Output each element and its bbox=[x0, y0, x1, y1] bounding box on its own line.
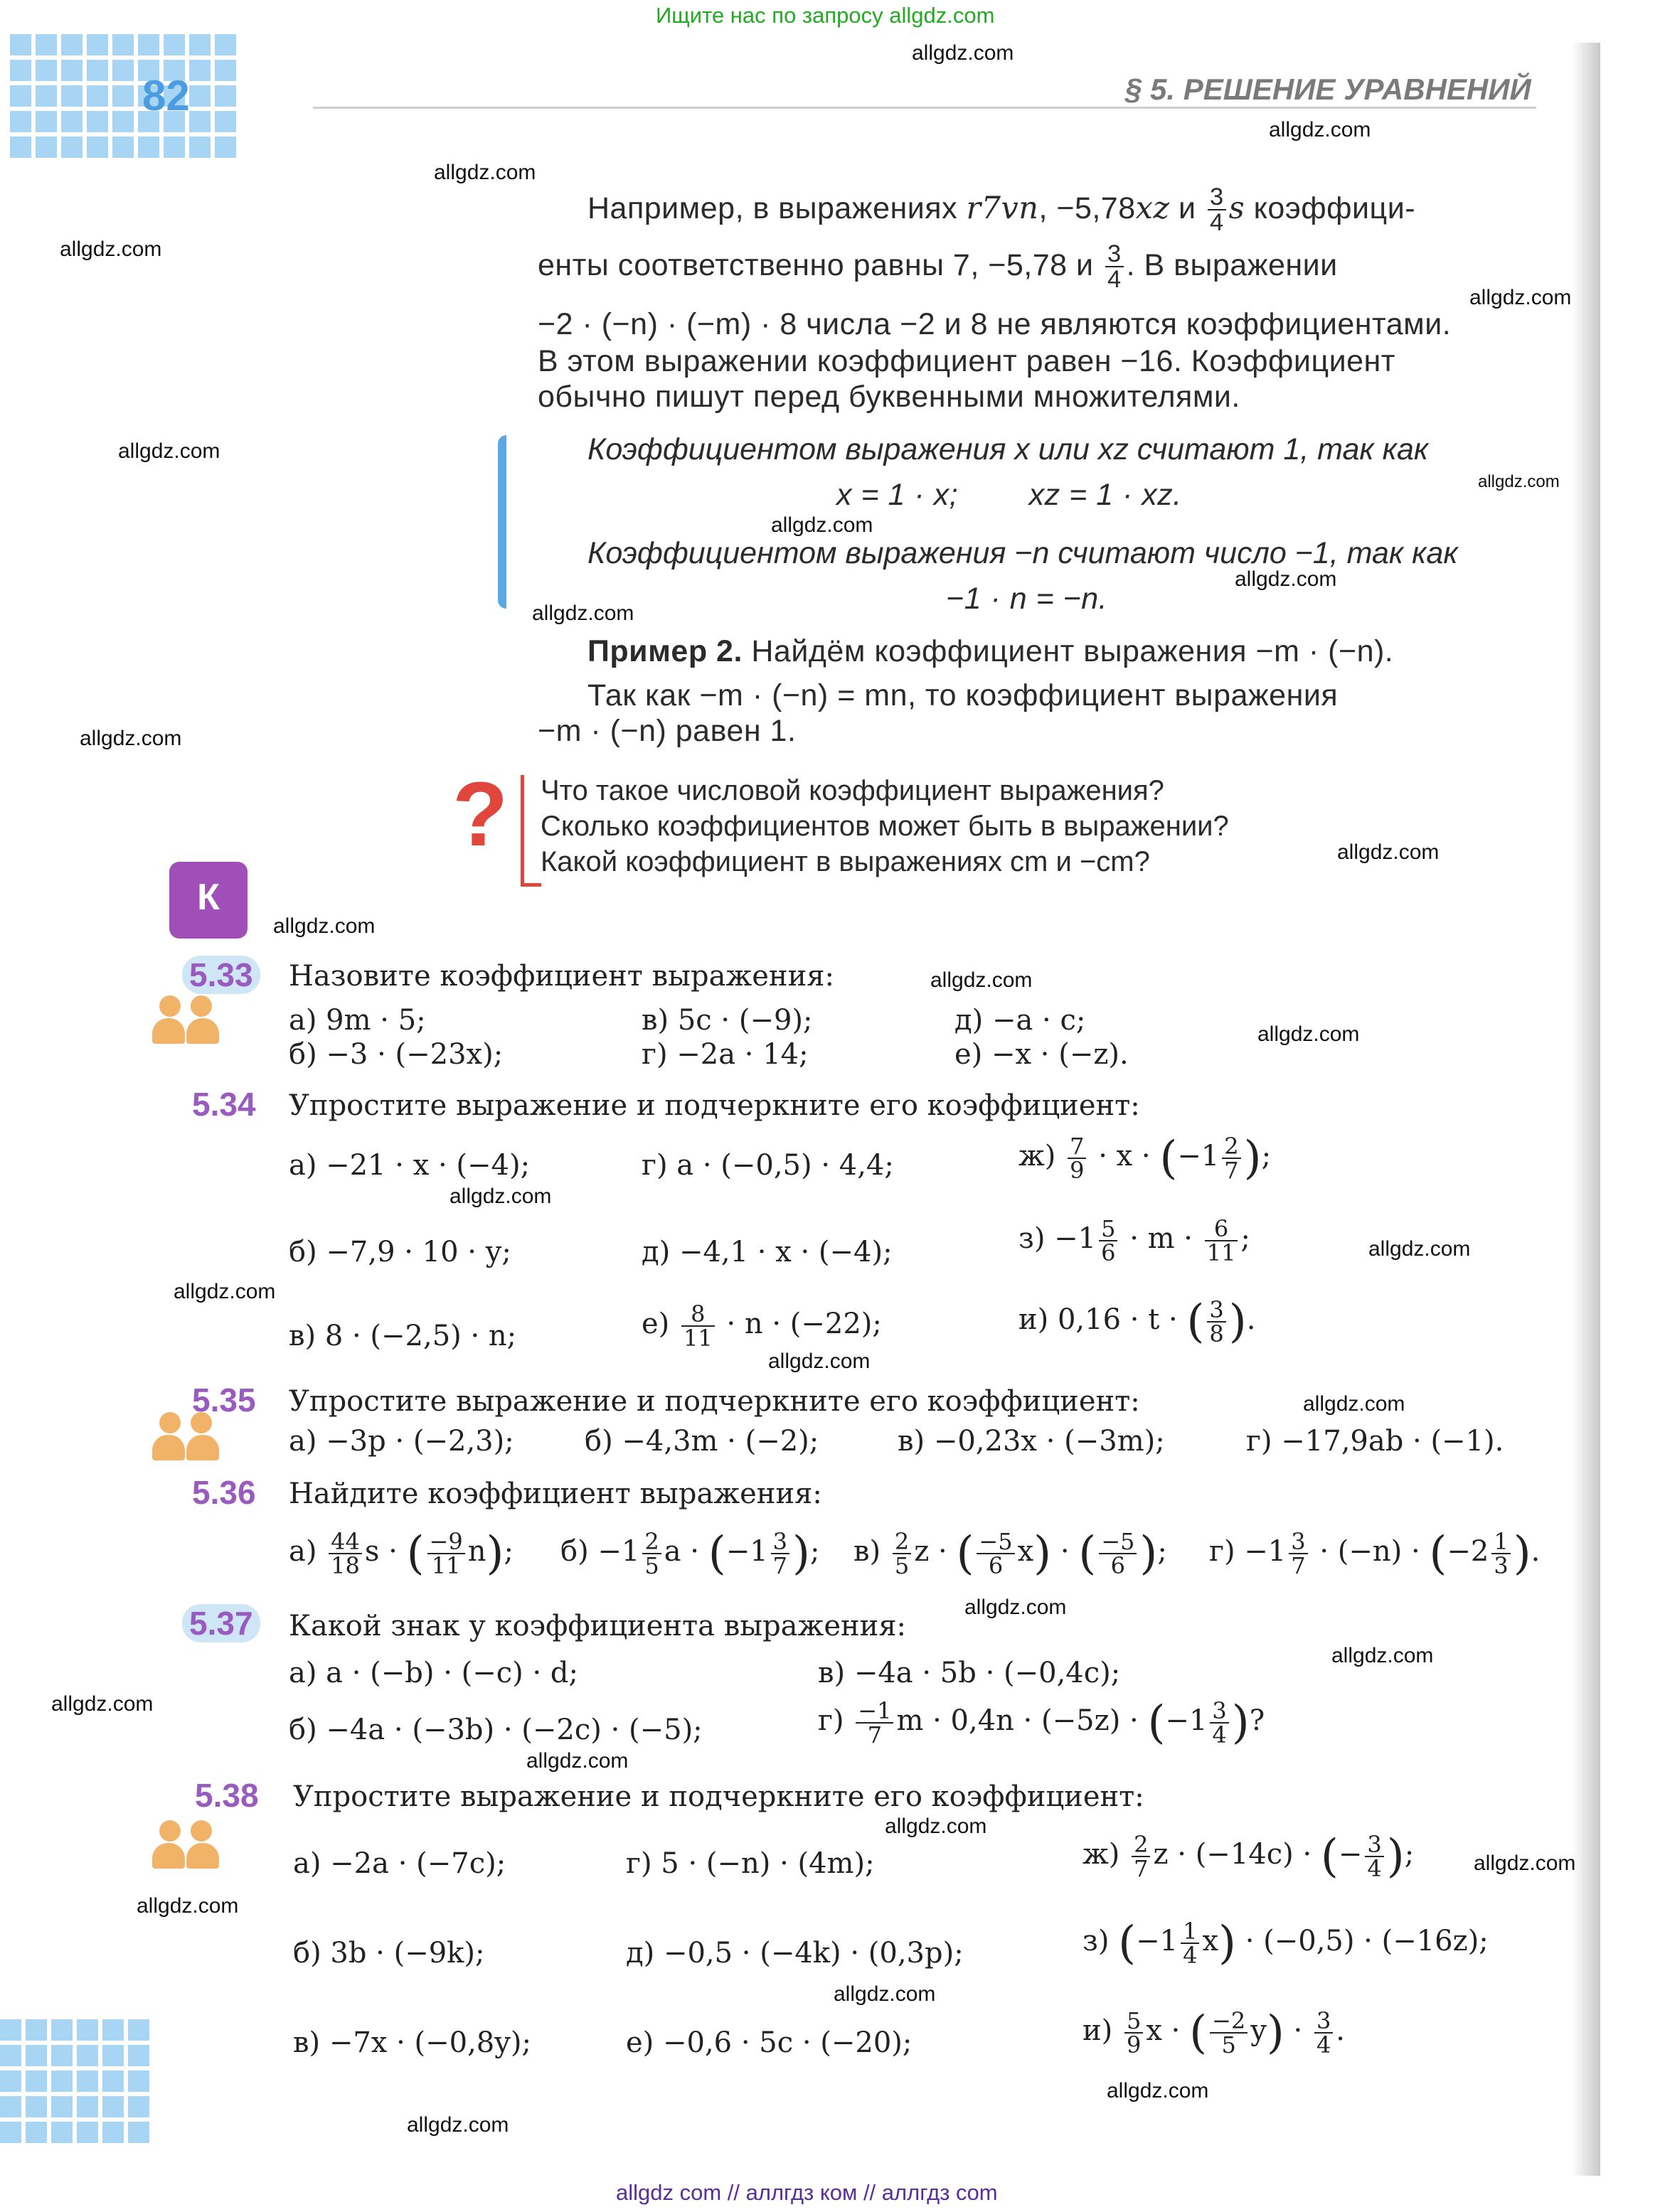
exercise-5-38-z: з) (−1 $\frac{1}{4}$ x) · (−0,5) · (−16z); bbox=[1082, 1917, 1489, 1970]
fraction: $\frac{3}{4}$ bbox=[1105, 242, 1124, 292]
exercise-5-34-zh: ж) $\frac{7}{9}$ · x · (−1 $\frac{2}{7}$ ); bbox=[1018, 1132, 1272, 1185]
rule-line-2: Коэффициентом выражения −n считают число −1, так как bbox=[587, 536, 1458, 570]
exercise-5-33-item: г) −2a · 14; bbox=[642, 1038, 809, 1071]
exercise-5-38-v: в) −7x · (−0,8y); bbox=[293, 2026, 531, 2059]
fraction: $\frac{3}{4}$ bbox=[1314, 2009, 1333, 2056]
pair-work-icon bbox=[152, 1820, 222, 1870]
fraction: $\frac{2}{5}$ bbox=[642, 1530, 661, 1577]
watermark: allgdz.com bbox=[1303, 1392, 1405, 1416]
exercise-5-37-title: Какой знак у коэффициента выражения: bbox=[289, 1610, 907, 1642]
fraction: $\frac{8}{11}$ bbox=[681, 1303, 715, 1350]
bottom-watermark: allgdz com // аллгдз ком // аллгдз com bbox=[616, 2180, 998, 2205]
fraction: $\frac{5}{6}$ bbox=[1099, 1217, 1117, 1264]
question-mark-icon: ? bbox=[452, 764, 509, 865]
fraction: $\frac{3}{8}$ bbox=[1207, 1298, 1225, 1345]
watermark: allgdz.com bbox=[80, 727, 182, 750]
exercise-5-35-item: г) −17,9ab · (−1). bbox=[1246, 1425, 1504, 1458]
watermark: allgdz.com bbox=[60, 237, 162, 261]
exercise-5-38-b: б) 3b · (−9k); bbox=[293, 1937, 485, 1970]
question-1: Что такое числовой коэффициент выражения? bbox=[541, 775, 1164, 806]
rule-equation-1: x = 1 · x; xz = 1 · xz. bbox=[836, 478, 1182, 512]
watermark: allgdz.com bbox=[1331, 1644, 1434, 1667]
exercise-5-34-a: а) −21 · x · (−4); bbox=[289, 1149, 531, 1182]
fraction: $\frac{1}{3}$ bbox=[1491, 1530, 1510, 1577]
exercise-5-38-e: е) −0,6 · 5c · (−20); bbox=[626, 2026, 913, 2059]
exercise-5-36-b: б) −1 $\frac{2}{5}$ a · (−1 $\frac{3}{7}$ ); bbox=[560, 1527, 820, 1580]
exercise-5-38-zh: ж) $\frac{2}{7}$ z · (−14c) · (− $\frac{3}{4}$ ); bbox=[1082, 1830, 1415, 1883]
exercise-5-34-number: 5.34 bbox=[192, 1086, 256, 1123]
intro-line-1: Например, в выражениях r7vn, −5,78xz и $\frac{3}{4}$ s коэффици- bbox=[587, 183, 1416, 237]
exercise-5-34-i: и) 0,16 · t · ( $\frac{3}{8}$ ). bbox=[1018, 1295, 1256, 1348]
watermark: allgdz.com bbox=[834, 1982, 936, 2006]
fraction: $\frac{7}{9}$ bbox=[1068, 1135, 1086, 1182]
fraction: $\frac{3}{7}$ bbox=[1289, 1530, 1307, 1577]
example-2-line-1: Пример 2. Найдём коэффициент выражения −m · (−n). bbox=[587, 634, 1394, 668]
question-3: Какой коэффициент в выражениях cm и −cm? bbox=[541, 846, 1150, 877]
exercise-5-36-g: г) −1 $\frac{3}{7}$ · (−n) · (−2 $\frac{1}{3}$ ). bbox=[1209, 1527, 1541, 1580]
watermark: allgdz.com bbox=[1257, 1022, 1360, 1046]
exercise-5-34-title: Упростите выражение и подчеркните его коэффициент: bbox=[289, 1089, 1140, 1122]
example-2-line-2: Так как −m · (−n) = mn, то коэффициент выражения bbox=[587, 678, 1339, 712]
watermark: allgdz.com bbox=[1474, 1852, 1576, 1875]
watermark: allgdz.com bbox=[1269, 118, 1371, 141]
exercise-5-38-title: Упростите выражение и подчеркните его коэффициент: bbox=[293, 1780, 1144, 1813]
watermark: allgdz.com bbox=[526, 1749, 629, 1773]
watermark: allgdz.com bbox=[771, 513, 873, 537]
fraction: $\frac{3}{4}$ bbox=[1208, 185, 1226, 235]
exercise-5-33-item: а) 9m · 5; bbox=[289, 1004, 426, 1037]
rule-equation-2: −1 · n = −n. bbox=[946, 582, 1108, 616]
watermark: allgdz.com bbox=[118, 439, 220, 463]
example-2-line-3: −m · (−n) равен 1. bbox=[538, 714, 797, 748]
watermark: allgdz.com bbox=[1337, 840, 1440, 864]
k-puzzle-icon: К bbox=[169, 862, 248, 939]
corner-grid-top bbox=[10, 34, 236, 158]
watermark: allgdz.com bbox=[768, 1350, 871, 1373]
top-watermark: Ищите нас по запросу allgdz.com bbox=[656, 3, 995, 28]
page-number: 82 bbox=[142, 72, 190, 119]
exercise-5-34-c: в) 8 · (−2,5) · n; bbox=[289, 1320, 517, 1352]
exercise-5-37-v: в) −4a · 5b · (−0,4c); bbox=[818, 1657, 1121, 1689]
exercise-5-35-number: 5.35 bbox=[192, 1382, 256, 1418]
rule-bracket bbox=[498, 435, 526, 609]
exercise-5-37-number: 5.37 bbox=[182, 1604, 260, 1642]
exercise-5-38-d: д) −0,5 · (−4k) · (0,3p); bbox=[626, 1937, 964, 1970]
watermark: allgdz.com bbox=[450, 1185, 552, 1208]
intro-line-2: енты соответственно равны 7, −5,78 и $\frac{3}{4}$ . В выражении bbox=[538, 240, 1338, 294]
exercise-5-33-item: е) −x · (−z). bbox=[954, 1038, 1129, 1071]
question-bracket bbox=[521, 775, 541, 887]
exercise-5-33-item: б) −3 · (−23x); bbox=[289, 1038, 504, 1071]
fraction: $\frac{1}{4}$ bbox=[1181, 1920, 1199, 1967]
fraction: $\frac{44}{18}$ bbox=[329, 1530, 362, 1577]
watermark: allgdz.com bbox=[273, 914, 376, 938]
exercise-5-37-g: г) $\frac{-1}{7}$ m · 0,4n · (−5z) · (−1 $\frac{3}{4}$ )? bbox=[818, 1697, 1265, 1749]
exercise-5-33-item: д) −a · c; bbox=[954, 1004, 1086, 1037]
fraction: $\frac{-9}{11}$ bbox=[427, 1530, 465, 1577]
fraction: $\frac{2}{5}$ bbox=[893, 1530, 911, 1577]
intro-line-3: −2 · (−n) · (−m) · 8 числа −2 и 8 не являются коэффициентами. bbox=[538, 307, 1452, 341]
fraction: $\frac{2}{7}$ bbox=[1222, 1135, 1240, 1182]
page-edge-shadow bbox=[1572, 43, 1600, 2176]
watermark: allgdz.com bbox=[407, 2113, 509, 2137]
exercise-5-36-number: 5.36 bbox=[192, 1474, 256, 1511]
exercise-5-34-e: е) $\frac{8}{11}$ · n · (−22); bbox=[642, 1300, 882, 1352]
fraction: $\frac{-5}{6}$ bbox=[977, 1530, 1014, 1577]
exercise-5-36-title: Найдите коэффициент выражения: bbox=[289, 1478, 822, 1510]
exercise-5-34-b: б) −7,9 · 10 · y; bbox=[289, 1236, 511, 1268]
watermark: allgdz.com bbox=[532, 602, 634, 625]
watermark: allgdz.com bbox=[434, 161, 536, 184]
header-rule bbox=[313, 107, 1536, 109]
fraction: $\frac{2}{7}$ bbox=[1132, 1833, 1150, 1880]
exercise-5-35-item: б) −4,3m · (−2); bbox=[585, 1425, 819, 1458]
exercise-5-38-number: 5.38 bbox=[195, 1777, 259, 1814]
exercise-5-34-z: з) −1 $\frac{5}{6}$ · m · $\frac{6}{11}$ ; bbox=[1018, 1215, 1250, 1266]
watermark: allgdz.com bbox=[1478, 472, 1560, 491]
corner-grid-bottom bbox=[0, 2019, 149, 2143]
watermark: allgdz.com bbox=[1235, 567, 1337, 591]
intro-line-4: В этом выражении коэффициент равен −16. Коэффициент bbox=[538, 344, 1395, 378]
watermark: allgdz.com bbox=[964, 1596, 1067, 1619]
watermark: allgdz.com bbox=[912, 41, 1014, 65]
pair-work-icon bbox=[152, 1412, 222, 1462]
exercise-5-38-g: г) 5 · (−n) · (4m); bbox=[626, 1847, 875, 1880]
fraction: $\frac{3}{7}$ bbox=[771, 1530, 789, 1577]
watermark: allgdz.com bbox=[1469, 286, 1572, 309]
fraction: $\frac{6}{11}$ bbox=[1205, 1217, 1238, 1264]
exercise-5-33-title: Назовите коэффициент выражения: bbox=[289, 960, 834, 993]
exercise-5-35-item: в) −0,23x · (−3m); bbox=[898, 1425, 1165, 1458]
fraction: $\frac{-5}{6}$ bbox=[1099, 1530, 1137, 1577]
exercise-5-35-item: а) −3p · (−2,3); bbox=[289, 1425, 514, 1458]
exercise-5-34-d: д) −4,1 · x · (−4); bbox=[642, 1236, 893, 1268]
exercise-5-38-i: и) $\frac{5}{9}$ x · ( $\frac{-2}{5}$ y) · $\frac{3}{4}$ . bbox=[1082, 2007, 1346, 2059]
watermark: allgdz.com bbox=[1368, 1237, 1471, 1261]
exercise-5-36-c: в) $\frac{2}{5}$ z · ( $\frac{-5}{6}$ x) · ( $\frac{-5}{6}$ ); bbox=[853, 1527, 1167, 1580]
exercise-5-37-b: б) −4a · (−3b) · (−2c) · (−5); bbox=[289, 1714, 703, 1746]
rule-line-1: Коэффициентом выражения x или xz считают 1, так как bbox=[587, 432, 1429, 466]
fraction: $\frac{-1}{7}$ bbox=[856, 1699, 893, 1746]
exercise-5-33-item: в) 5c · (−9); bbox=[642, 1004, 813, 1037]
exercise-5-36-a: а) $\frac{44}{18}$ s · ( $\frac{-9}{11}$ n); bbox=[289, 1527, 514, 1580]
watermark: allgdz.com bbox=[1107, 2079, 1209, 2103]
exercise-5-35-title: Упростите выражение и подчеркните его коэффициент: bbox=[289, 1385, 1140, 1418]
exercise-5-37-a: а) a · (−b) · (−c) · d; bbox=[289, 1657, 578, 1689]
watermark: allgdz.com bbox=[51, 1692, 154, 1716]
fraction: $\frac{5}{9}$ bbox=[1124, 2009, 1143, 2056]
pair-work-icon bbox=[152, 995, 222, 1045]
example-2-label: Пример 2. bbox=[587, 634, 743, 668]
fraction: $\frac{3}{4}$ bbox=[1210, 1699, 1228, 1746]
watermark: allgdz.com bbox=[885, 1815, 987, 1838]
exercise-5-38-a: а) −2a · (−7c); bbox=[293, 1847, 506, 1880]
watermark: allgdz.com bbox=[174, 1280, 276, 1303]
question-2: Сколько коэффициентов может быть в выражении? bbox=[541, 811, 1229, 842]
watermark: allgdz.com bbox=[137, 1894, 239, 1918]
fraction: $\frac{3}{4}$ bbox=[1365, 1833, 1383, 1880]
exercise-5-34-g: г) a · (−0,5) · 4,4; bbox=[642, 1149, 894, 1182]
exercise-5-33-number: 5.33 bbox=[182, 956, 260, 994]
fraction: $\frac{-2}{5}$ bbox=[1210, 2009, 1248, 2056]
intro-line-5: обычно пишут перед буквенными множителями. bbox=[538, 380, 1240, 414]
section-title: § 5. РЕШЕНИЕ УРАВНЕНИЙ bbox=[1125, 73, 1531, 106]
watermark: allgdz.com bbox=[930, 968, 1033, 992]
